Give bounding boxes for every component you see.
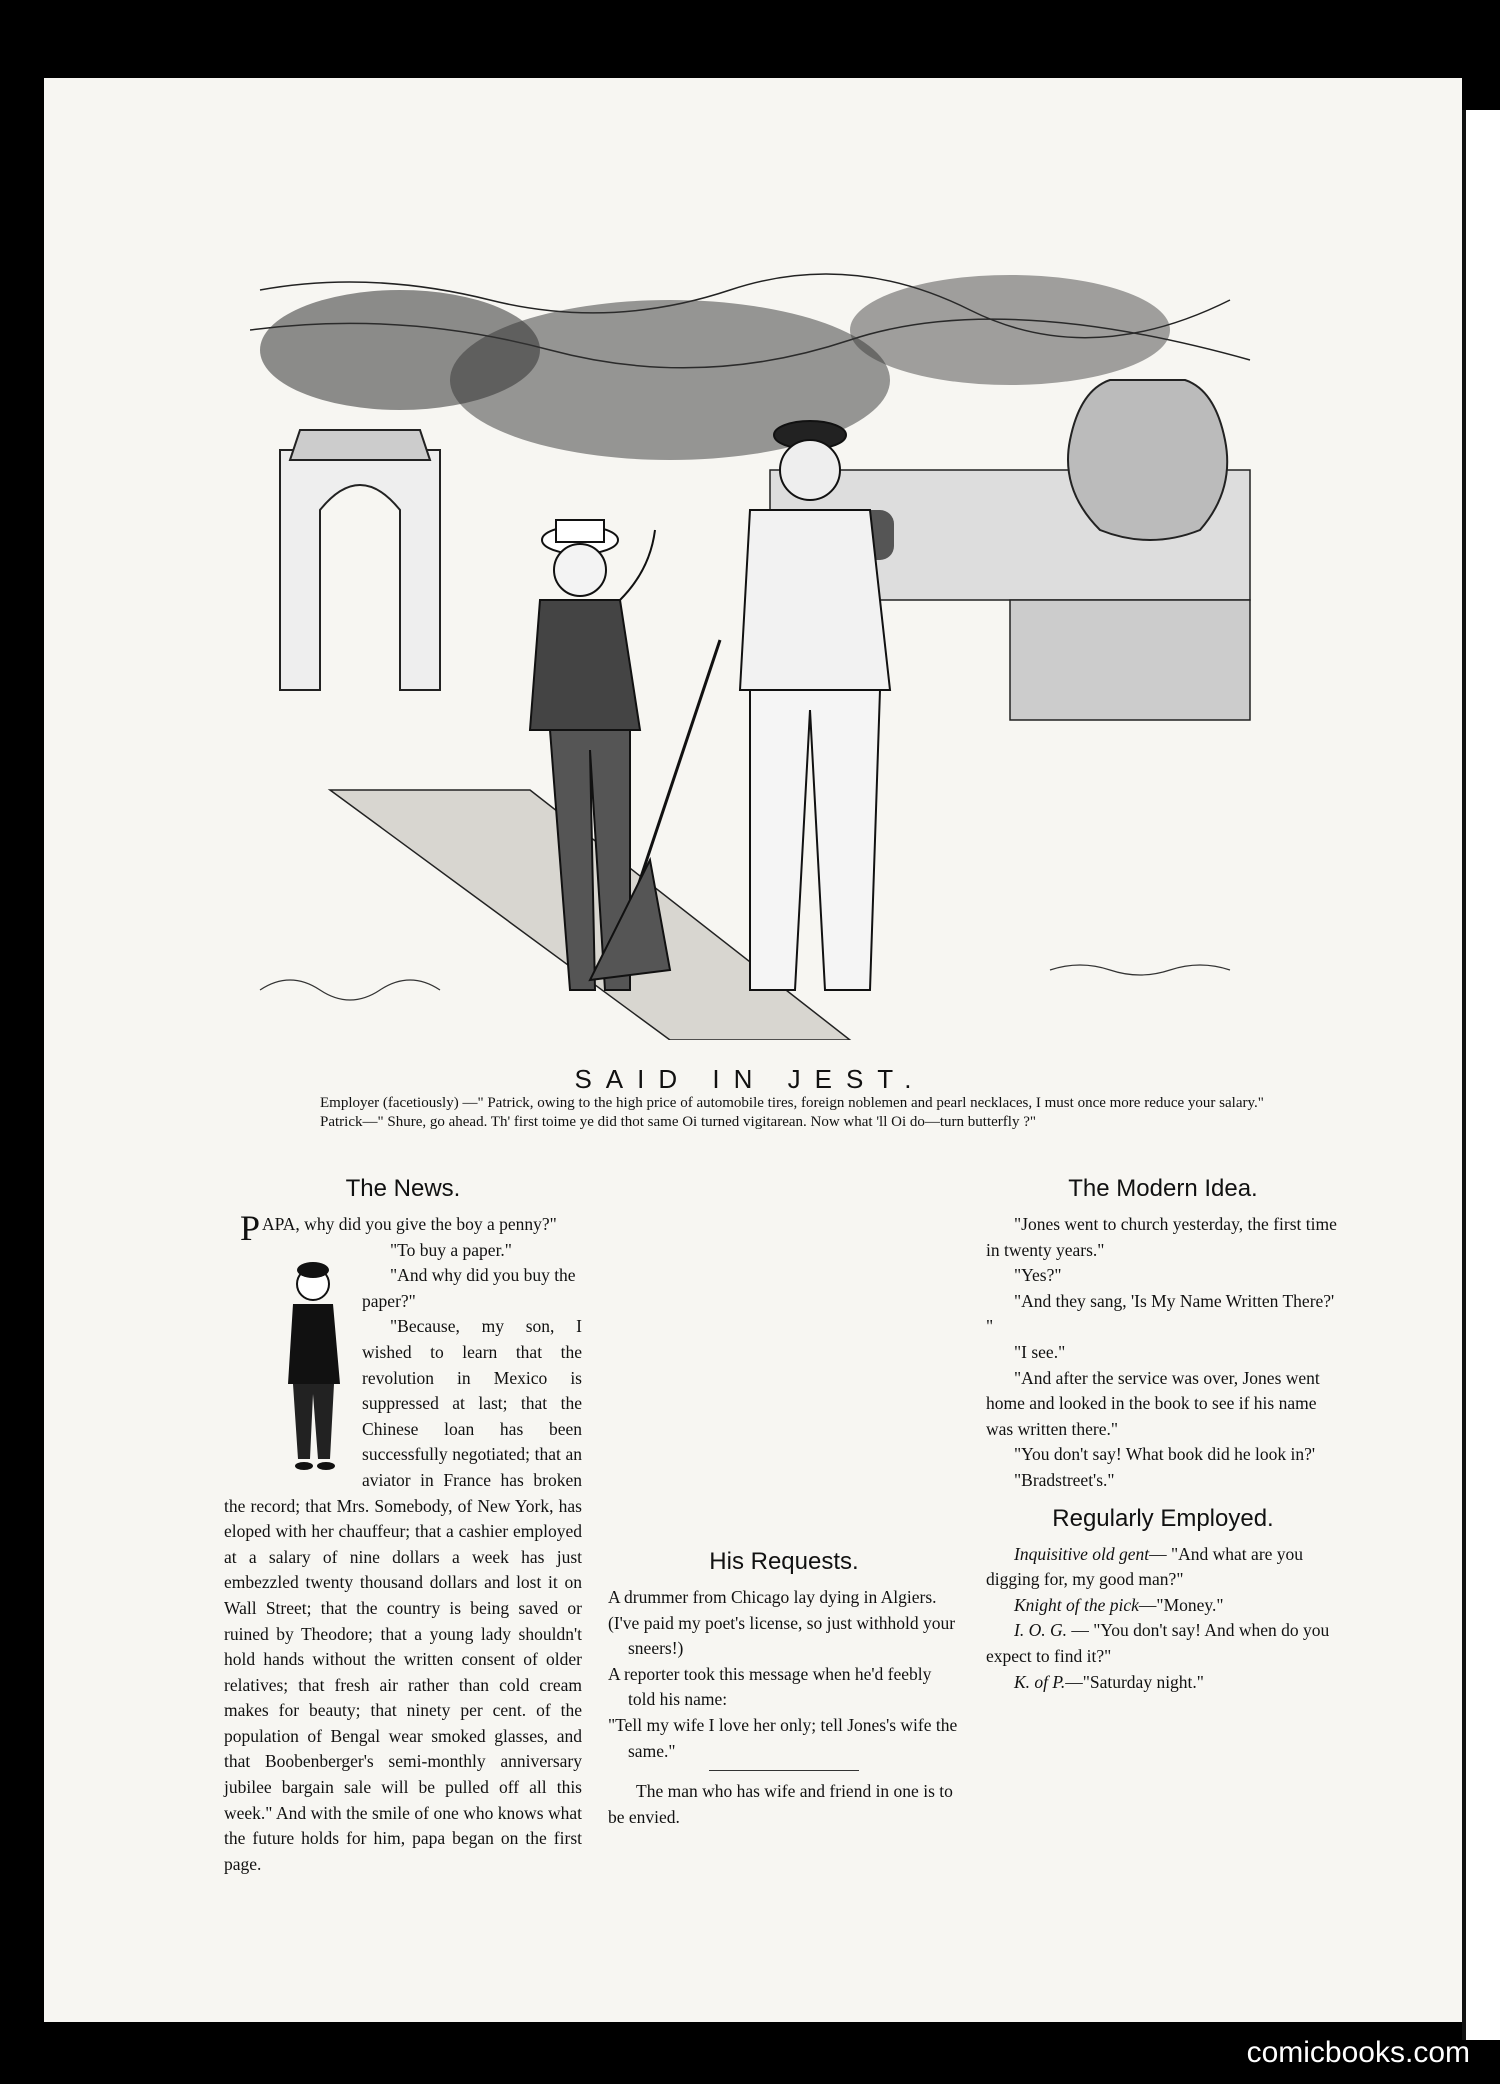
- heading-modern-idea: The Modern Idea.: [1068, 1175, 1258, 1202]
- employed-line-2: [986, 1593, 1340, 1619]
- requests-line-2: (I've paid my poet's license, so just withhold your sneers!): [608, 1612, 956, 1659]
- heading-regularly-employed: Regularly Employed.: [1052, 1504, 1274, 1532]
- news-paragraph-2: "To buy a paper.": [390, 1239, 512, 1260]
- modern-line-4: "I see.": [1014, 1341, 1066, 1362]
- modern-line-2: "Yes?": [1014, 1265, 1062, 1286]
- speaker-2: Knight of the pick: [1014, 1594, 1139, 1615]
- modern-line-6: "You don't say! What book did he look in?': [1014, 1444, 1316, 1465]
- news-paragraph-1: [224, 1208, 582, 1248]
- employed-text-1: — "And what are you digging for, my good man?": [986, 1543, 1304, 1590]
- employed-line-1: [986, 1542, 1340, 1593]
- drop-cap: P: [240, 1208, 261, 1248]
- employed-text-4: —"Saturday night.": [1065, 1671, 1204, 1692]
- garden-cartoon-illustration: [250, 270, 1260, 1040]
- modern-line-5: "And after the service was over, Jones went home and looked in the book to see if his name was written there.": [986, 1367, 1320, 1439]
- news-p1-text: APA, why did you give the boy a penny?": [262, 1214, 557, 1234]
- requests-line-3: A reporter took this message when he'd feebly told his name:: [608, 1663, 932, 1710]
- employed-text-3: — "You don't say! And when do you expect to find it?": [986, 1620, 1330, 1666]
- watermark: comicbooks.com: [1246, 2036, 1470, 2069]
- requests-epigram: The man who has wife and friend in one is to be envied.: [608, 1781, 953, 1827]
- employed-line-4: [986, 1670, 1340, 1696]
- modern-line-7: "Bradstreet's.": [1014, 1469, 1115, 1490]
- news-paragraph-3: "And why did you buy the paper?": [362, 1265, 576, 1311]
- speaker-1: Inquisitive old gent: [1014, 1543, 1150, 1564]
- modern-line-3: "And they sang, 'Is My Name Written There?' ": [986, 1290, 1335, 1337]
- speaker-4: K. of P.: [1014, 1671, 1066, 1692]
- news-paragraph-4: "Because, my son, I wished to learn that the revolution in Mexico is suppressed at last; that the Chinese loan has been successfully negotiated; that an aviator in France has broken the record; that Mrs. Somebody, of New York, has eloped with her chauffeur; that a cashier employed at a salary of nine dollars a week has just embezzled twenty thousand dollars and lost it on Wall Street; that the country is being saved or ruined by Theodore; that a young lady shouldn't hold hands without the written consent of older relatives; that fresh air rather than cold cream makes for beauty; that ninety per cent. of the population of Bengal wear smoked glasses, and that Boobenberger's semi-monthly anniversary jubilee bargain sale will be pulled off all this week." And with the smile of one who knows what the future holds for him, papa began on the first page.: [224, 1316, 582, 1874]
- column-3: [986, 1172, 1340, 1695]
- column-1: [224, 1172, 582, 1877]
- requests-line-1: A drummer from Chicago lay dying in Algiers.: [608, 1587, 937, 1607]
- divider-rule: [709, 1770, 859, 1771]
- column-2: [608, 1545, 960, 1830]
- modern-line-1: "Jones went to church yesterday, the first time in twenty years.": [986, 1214, 1337, 1260]
- requests-line-4: "Tell my wife I love her only; tell Jones's wife the same.": [608, 1714, 958, 1761]
- speaker-3: I. O. G.: [1014, 1620, 1067, 1641]
- caption-employer-line: Employer (facetiously) —" Patrick, owing to the high price of automobile tires, foreign noblemen and pearl necklaces, I must once more reduce your salary.": [320, 1095, 1264, 1111]
- cartoon-title: SAID IN JEST.: [574, 1064, 926, 1094]
- caption-patrick-line: Patrick—" Shure, go ahead. Th' first toime ye did thot same Oi turned vigitarean. Now what 'll Oi do—turn butterfly ?": [320, 1114, 1036, 1130]
- employed-text-2: —"Money.": [1138, 1594, 1224, 1615]
- heading-the-news: The News.: [345, 1175, 461, 1202]
- employed-line-3: [986, 1618, 1340, 1669]
- newsboy-figure-icon: [268, 1244, 354, 1484]
- heading-his-requests: His Requests.: [709, 1548, 859, 1575]
- cartoon-caption: [284, 1094, 1304, 1132]
